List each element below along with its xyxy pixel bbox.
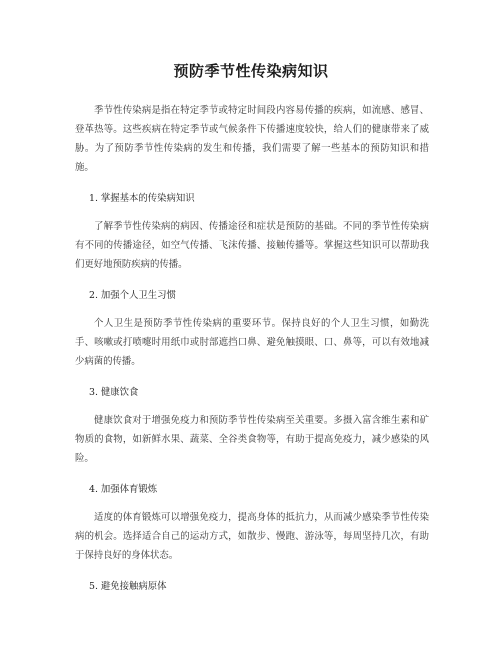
section-paragraph: 适度的体育锻炼可以增强免疫力，提高身体的抵抗力，从而减少感染季节性传染病的机会。选择适合自己的运动方式，如散步、慢跑、游泳等，每周坚持几次，有助于保持良好的身体状态。 <box>75 512 429 561</box>
section-heading: 2. 加强个人卫生习惯 <box>89 290 176 301</box>
section-1 <box>75 189 429 274</box>
document-title: 预防季节性传染病知识 <box>173 62 329 80</box>
section-heading: 1. 掌握基本的传染病知识 <box>89 193 195 204</box>
intro-paragraph: 季节性传染病是指在特定季节或特定时间段内容易传播的疾病，如流感、感冒、登革热等。这些疾病在特定季节或气候条件下传播速度较快，给人们的健康带来了威胁。为了预防季节性传染病的发生和传播，我们需要了解一些基本的预防知识和措施。 <box>75 105 429 173</box>
section-heading: 5. 避免接触病原体 <box>89 581 167 592</box>
section-heading: 4. 加强体育锻炼 <box>89 484 158 495</box>
section-5 <box>75 577 429 596</box>
section-3 <box>75 383 429 468</box>
section-paragraph: 个人卫生是预防季节性传染病的重要环节。保持良好的个人卫生习惯，如勤洗手、咳嗽或打喷嚏时用纸巾或肘部遮挡口鼻、避免触摸眼、口、鼻等，可以有效地减少病菌的传播。 <box>75 318 429 367</box>
section-2 <box>75 286 429 371</box>
section-heading: 3. 健康饮食 <box>89 387 139 398</box>
section-4 <box>75 480 429 565</box>
section-paragraph: 健康饮食对于增强免疫力和预防季节性传染病至关重要。多摄入富含维生素和矿物质的食物，如新鲜水果、蔬菜、全谷类食物等，有助于提高免疫力，减少感染的风险。 <box>75 415 429 464</box>
section-paragraph: 了解季节性传染病的病因、传播途径和症状是预防的基础。不同的季节性传染病有不同的传播途径，如空气传播、飞沫传播、接触传播等。掌握这些知识可以帮助我们更好地预防疾病的传播。 <box>75 221 429 270</box>
document-body <box>75 101 429 605</box>
